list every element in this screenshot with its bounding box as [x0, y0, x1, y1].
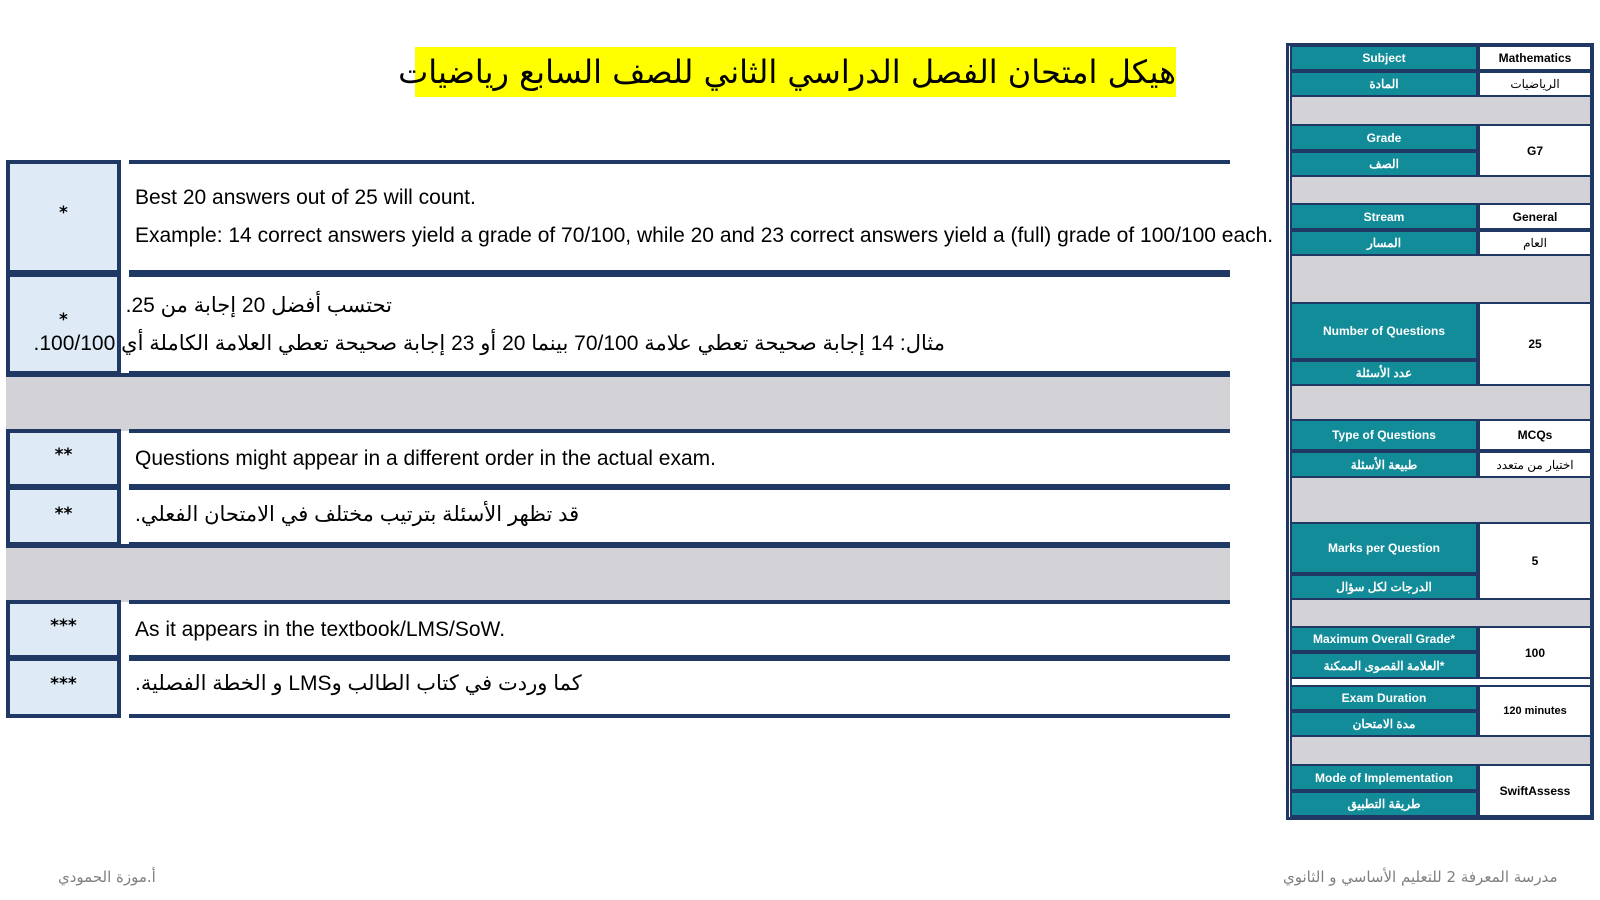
note-line: Best 20 answers out of 25 will count. [135, 186, 476, 209]
note-line: As it appears in the textbook/LMS/SoW. [135, 618, 506, 641]
note-mark: * [6, 273, 121, 375]
grade-label: Grade [1290, 124, 1478, 151]
mode-value: SwiftAssess [1478, 764, 1592, 817]
max-grade-label-ar: العلامة القصوى الممكنة* [1290, 652, 1478, 679]
stream-value: General [1478, 203, 1592, 230]
subject-label: Subject [1290, 45, 1478, 71]
note-line: كما وردت في كتاب الطالب وLMS و الخطة الفصلية. [135, 672, 582, 695]
mode-label: Mode of Implementation [1290, 764, 1478, 791]
marks-label: Marks per Question [1290, 522, 1478, 574]
note-mark: ** [6, 429, 121, 488]
subject-label-ar: المادة [1290, 71, 1478, 97]
note-row-1 [6, 160, 1274, 274]
stream-label: Stream [1290, 203, 1478, 230]
note-row-6 [6, 657, 1230, 718]
note-text [33, 273, 1230, 375]
marks-value: 5 [1478, 522, 1592, 600]
separator [6, 373, 1230, 431]
num-questions-value: 25 [1478, 302, 1592, 386]
separator [1290, 256, 1592, 302]
note-line: تحتسب أفضل 20 إجابة من 25. [125, 294, 392, 317]
num-questions-label: Number of Questions [1290, 302, 1478, 360]
separator [6, 544, 1230, 602]
note-line: Example: 14 correct answers yield a grade of 70/100, while 20 and 23 correct answers yield a (full) grade of 100/100 each. [135, 224, 1274, 247]
separator [1290, 386, 1592, 419]
max-grade-value: 100 [1478, 626, 1592, 679]
note-mark: *** [6, 600, 121, 659]
separator [1290, 600, 1592, 626]
note-mark: *** [6, 657, 121, 718]
note-row-2 [6, 273, 1230, 375]
separator [1290, 737, 1592, 764]
note-text [129, 486, 1230, 546]
type-label-ar: طبيعة الأسئلة [1290, 451, 1478, 478]
max-grade-label: Maximum Overall Grade* [1290, 626, 1478, 652]
duration-label-ar: مدة الامتحان [1290, 711, 1478, 737]
type-value-ar: اختيار من متعدد [1478, 451, 1592, 478]
num-questions-label-ar: عدد الأسئلة [1290, 360, 1478, 386]
note-text [129, 657, 1230, 718]
note-row-4 [6, 486, 1230, 546]
note-line: Questions might appear in a different order in the actual exam. [135, 447, 716, 470]
note-line: قد تظهر الأسئلة بترتيب مختلف في الامتحان الفعلي. [135, 503, 580, 526]
note-row-5 [6, 600, 1230, 659]
note-text [129, 160, 1274, 274]
separator [1290, 478, 1592, 522]
note-row-3 [6, 429, 1230, 488]
duration-value: 120 minutes [1478, 685, 1592, 737]
marks-label-ar: الدرجات لكل سؤال [1290, 574, 1478, 600]
stream-label-ar: المسار [1290, 230, 1478, 256]
footer-school: مدرسة المعرفة 2 للتعليم الأساسي و الثانوي [1283, 868, 1558, 886]
type-value: MCQs [1478, 419, 1592, 451]
footer-author: أ.موزة الحمودي [58, 868, 156, 886]
duration-label: Exam Duration [1290, 685, 1478, 711]
grade-label-ar: الصف [1290, 151, 1478, 177]
type-label: Type of Questions [1290, 419, 1478, 451]
note-text [129, 429, 1230, 488]
stream-value-ar: العام [1478, 230, 1592, 256]
note-mark: * [6, 160, 121, 274]
note-mark: ** [6, 486, 121, 546]
separator [1290, 177, 1592, 203]
grade-value: G7 [1478, 124, 1592, 177]
page-title: هيكل امتحان الفصل الدراسي الثاني للصف السابع رياضيات [415, 47, 1176, 97]
note-line: مثال: 14 إجابة صحيحة تعطي علامة 70/100 بينما 20 أو 23 إجابة صحيحة تعطي العلامة الكاملة أي 100/100. [33, 332, 945, 355]
subject-value-ar: الرياضيات [1478, 71, 1592, 97]
subject-value: Mathematics [1478, 45, 1592, 71]
mode-label-ar: طريقة التطبيق [1290, 791, 1478, 817]
separator [1290, 97, 1592, 124]
note-text [129, 600, 1230, 659]
